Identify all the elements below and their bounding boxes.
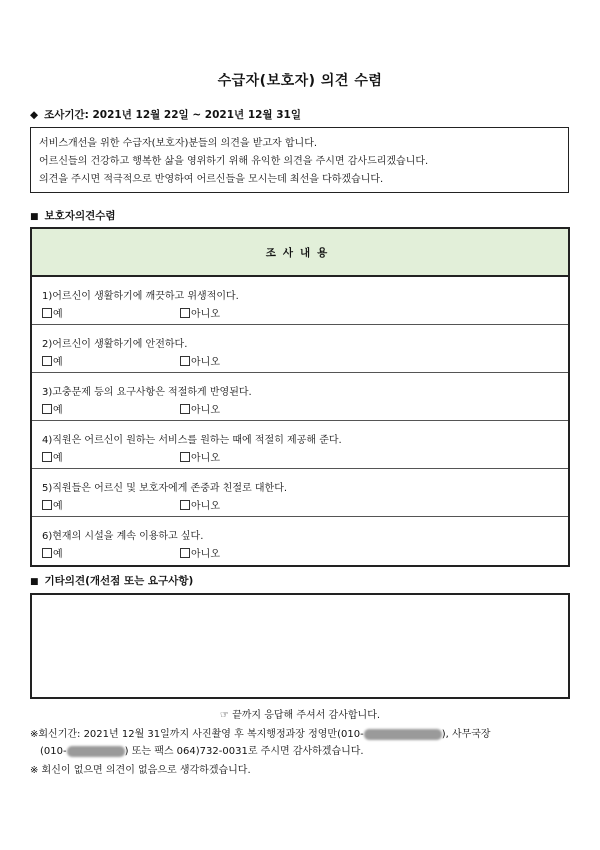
intro-line: 어르신들의 건강하고 행복한 삶을 영위하기 위해 유익한 의견을 주시면 감사드리겠습니다. xyxy=(39,156,429,167)
question-text: 1)어르신이 생활하기에 깨끗하고 위생적이다. xyxy=(42,291,239,302)
option-yes-checkbox[interactable] xyxy=(42,353,63,368)
option-label: 아니오 xyxy=(191,309,220,320)
question-text: 5)직원들은 어르신 및 보호자에게 존중과 친절로 대한다. xyxy=(42,483,288,494)
intro-line: 서비스개선을 위한 수급자(보호자)분들의 의견을 받고자 합니다. xyxy=(39,138,318,149)
question-text: 4)직원은 어르신이 원하는 서비스를 원하는 때에 적절히 제공해 준다. xyxy=(42,435,342,446)
question-row xyxy=(32,421,568,469)
section-label: 기타의견(개선점 또는 요구사항) xyxy=(44,575,194,587)
reply-info-line xyxy=(30,725,570,740)
question-text: 6)현재의 시설을 계속 이용하고 싶다. xyxy=(42,531,204,542)
document-title: 수급자(보호자) 의견 수렴 xyxy=(217,73,383,89)
question-row xyxy=(32,373,568,421)
square-bullet-icon: ■ xyxy=(30,212,39,222)
option-label: 아니오 xyxy=(191,405,220,416)
section-guardian-opinion xyxy=(30,208,116,223)
option-label: 아니오 xyxy=(191,357,220,368)
diamond-bullet-icon: ◆ xyxy=(30,109,39,121)
square-bullet-icon: ■ xyxy=(30,577,39,587)
option-no-checkbox[interactable] xyxy=(180,497,220,512)
question-row xyxy=(32,325,568,373)
reply-info-line xyxy=(30,742,570,757)
option-no-checkbox[interactable] xyxy=(180,401,220,416)
checkbox-icon[interactable] xyxy=(180,548,190,558)
question-text: 3)고충문제 등의 요구사항은 적절하게 반영된다. xyxy=(42,387,252,398)
option-no-checkbox[interactable] xyxy=(180,353,220,368)
option-label: 아니오 xyxy=(191,453,220,464)
option-label: 아니오 xyxy=(191,501,220,512)
checkbox-icon[interactable] xyxy=(180,356,190,366)
checkbox-icon[interactable] xyxy=(180,500,190,510)
reply-info-text: ) 또는 팩스 064)732-0031로 주시면 감사하겠습니다. xyxy=(124,746,364,757)
option-yes-checkbox[interactable] xyxy=(42,401,63,416)
reply-info-text: ※회신기간: 2021년 12월 31일까지 사진촬영 후 복지행정과장 정영만(010- xyxy=(30,729,364,740)
survey-period-text: 조사기간: 2021년 12월 22일 ~ 2021년 12월 31일 xyxy=(44,109,301,121)
no-reply-note: ※ 회신이 없으면 의견이 없음으로 생각하겠습니다. xyxy=(30,765,251,776)
reply-info-text: ), 사무국장 xyxy=(441,729,491,740)
option-yes-checkbox[interactable] xyxy=(42,449,63,464)
option-yes-checkbox[interactable] xyxy=(42,497,63,512)
survey-table xyxy=(30,227,570,567)
option-label: 예 xyxy=(53,549,63,560)
checkbox-icon[interactable] xyxy=(180,452,190,462)
question-row xyxy=(32,469,568,517)
intro-box xyxy=(30,127,569,193)
option-no-checkbox[interactable] xyxy=(180,545,220,560)
thanks-note: ☞ 끝까지 응답해 주셔서 감사합니다. xyxy=(219,710,381,721)
option-yes-checkbox[interactable] xyxy=(42,545,63,560)
reply-info-text: (010- xyxy=(40,746,67,757)
redacted-phone xyxy=(364,729,442,740)
option-yes-checkbox[interactable] xyxy=(42,305,63,320)
option-label: 예 xyxy=(53,501,63,512)
checkbox-icon[interactable] xyxy=(42,308,52,318)
checkbox-icon[interactable] xyxy=(180,404,190,414)
option-no-checkbox[interactable] xyxy=(180,449,220,464)
question-row xyxy=(32,517,568,565)
section-label: 보호자의견수렴 xyxy=(44,210,116,222)
survey-period xyxy=(30,107,301,122)
checkbox-icon[interactable] xyxy=(42,548,52,558)
redacted-phone xyxy=(67,746,125,757)
question-row xyxy=(32,277,568,325)
survey-table-header: 조사내용 xyxy=(32,229,568,277)
option-label: 예 xyxy=(53,357,63,368)
option-label: 예 xyxy=(53,405,63,416)
option-label: 예 xyxy=(53,453,63,464)
option-label: 예 xyxy=(53,309,63,320)
intro-line: 의견을 주시면 적극적으로 반영하여 어르신들을 모시는데 최선을 다하겠습니다. xyxy=(39,174,384,185)
option-label: 아니오 xyxy=(191,549,220,560)
checkbox-icon[interactable] xyxy=(42,404,52,414)
checkbox-icon[interactable] xyxy=(42,500,52,510)
section-other-opinion xyxy=(30,573,193,588)
checkbox-icon[interactable] xyxy=(42,356,52,366)
checkbox-icon[interactable] xyxy=(42,452,52,462)
question-text: 2)어르신이 생활하기에 안전하다. xyxy=(42,339,188,350)
other-opinion-textarea[interactable] xyxy=(30,593,570,699)
option-no-checkbox[interactable] xyxy=(180,305,220,320)
checkbox-icon[interactable] xyxy=(180,308,190,318)
